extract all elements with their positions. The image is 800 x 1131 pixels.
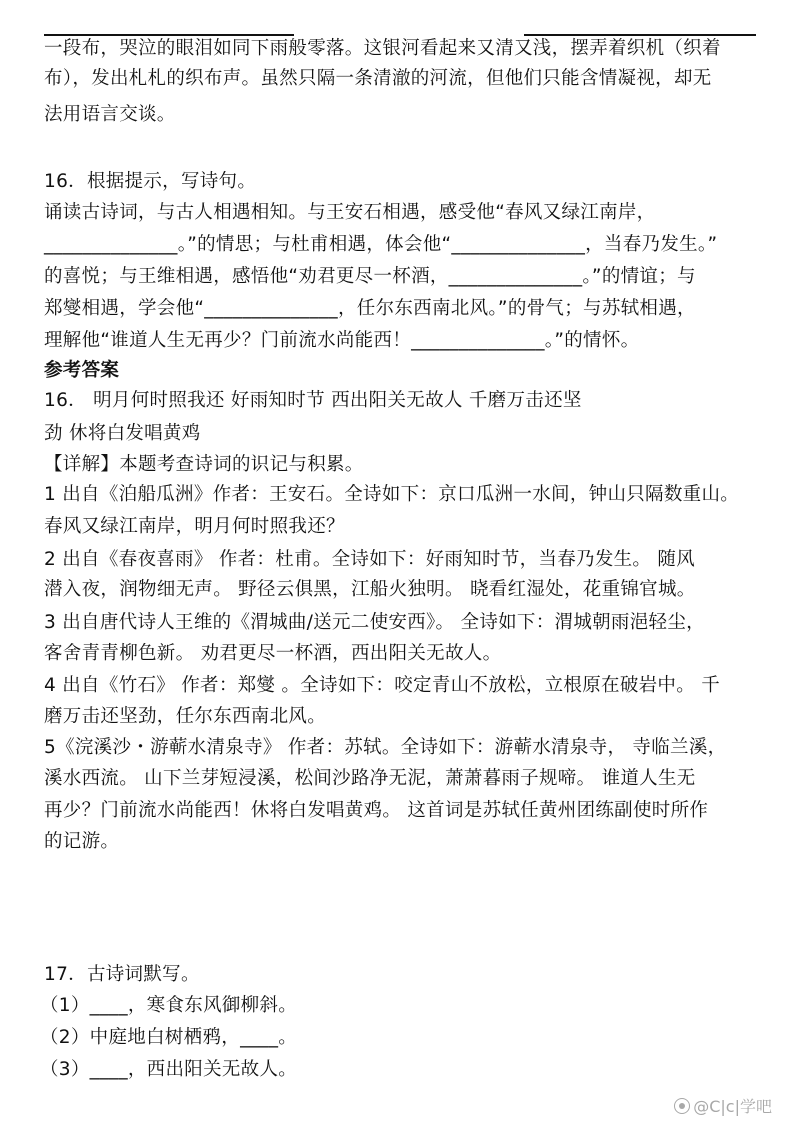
answer-line: 1 出自《泊船瓜洲》作者：王安石。全诗如下：京口瓜洲一水间，钟山只隔数重山。 bbox=[44, 484, 740, 505]
question-line: 诵读古诗词，与古人相遇相知。与王安石相遇，感受他“春风又绿江南岸， bbox=[44, 202, 656, 223]
answer-line: 的记游。 bbox=[44, 831, 120, 852]
watermark-text: @C|c|学吧 bbox=[693, 1097, 772, 1116]
answer-line: 溪水西流。 山下兰芽短浸溪，松间沙路净无泥，萧萧暮雨子规啼。 谁道人生无 bbox=[44, 768, 696, 789]
answer-line: 4 出自《竹石》 作者：郑燮 。全诗如下：咬定青山不放松，立根原在破岩中。 千 bbox=[44, 675, 720, 696]
answer-line: 劲 休将白发唱黄鸡 bbox=[44, 423, 201, 444]
answer-line: 春风又绿江南岸，明月何时照我还？ bbox=[44, 516, 345, 537]
answer-line: 5《浣溪沙・游蕲水清泉寺》 作者：苏轼。全诗如下：游蕲水清泉寺， 寺临兰溪， bbox=[44, 737, 727, 758]
fill-in-item: （3）____，西出阳关无故人。 bbox=[40, 1059, 298, 1080]
answer-line: 【详解】本题考查诗词的识记与积累。 bbox=[44, 454, 364, 475]
question-line: 的喜悦；与王维相遇，感悟他“劝君更尽一杯酒，______________。”的情谊；与 bbox=[44, 266, 696, 287]
text-line: 布），发出札札的织布声。虽然只隔一条清澈的河流，但他们只能含情凝视，却无 bbox=[44, 68, 712, 89]
watermark bbox=[674, 1094, 772, 1117]
fill-in-item: （2）中庭地白树栖鸦，____。 bbox=[40, 1027, 298, 1048]
watermark-logo-icon bbox=[674, 1098, 690, 1114]
question-line: 理解他“谁道人生无再少？门前流水尚能西！______________。”的情怀。 bbox=[44, 330, 640, 351]
answer-heading: 参考答案 bbox=[44, 360, 120, 381]
question-title: 17．古诗词默写。 bbox=[44, 964, 200, 985]
fill-in-item: （1）____，寒食东风御柳斜。 bbox=[40, 995, 298, 1016]
text-line: 法用语言交谈。 bbox=[44, 104, 176, 125]
answer-line: 3 出自唐代诗人王维的《渭城曲/送元二使安西》。 全诗如下：渭城朝雨浥轻尘， bbox=[44, 612, 705, 633]
question-line: ______________。”的情思；与杜甫相遇，体会他“______________，当春乃发生。” bbox=[44, 234, 718, 255]
answer-line: 再少？门前流水尚能西！休将白发唱黄鸡。 这首词是苏轼任黄州团练副使时所作 bbox=[44, 800, 709, 821]
answer-line: 磨万击还坚劲，任尔东西南北风。 bbox=[44, 706, 327, 727]
text-line: 一段布，哭泣的眼泪如同下雨般零落。这银河看起来又清又浅，摆弄着织机（织着 bbox=[44, 38, 721, 59]
answer-line: 2 出自《春夜喜雨》 作者：杜甫。全诗如下：好雨知时节，当春乃发生。 随风 bbox=[44, 549, 696, 570]
answer-line: 16． 明月何时照我还 好雨知时节 西出阳关无故人 千磨万击还坚 bbox=[44, 390, 582, 411]
answer-line: 潜入夜，润物细无声。 野径云俱黑，江船火独明。 晓看红湿处，花重锦官城。 bbox=[44, 579, 696, 600]
question-line: 郑燮相遇，学会他“______________，任尔东西南北风。”的骨气；与苏轼相遇， bbox=[44, 298, 696, 319]
answer-line: 客舍青青柳色新。 劝君更尽一杯酒，西出阳关无故人。 bbox=[44, 643, 502, 664]
question-title: 16．根据提示，写诗句。 bbox=[44, 171, 257, 192]
